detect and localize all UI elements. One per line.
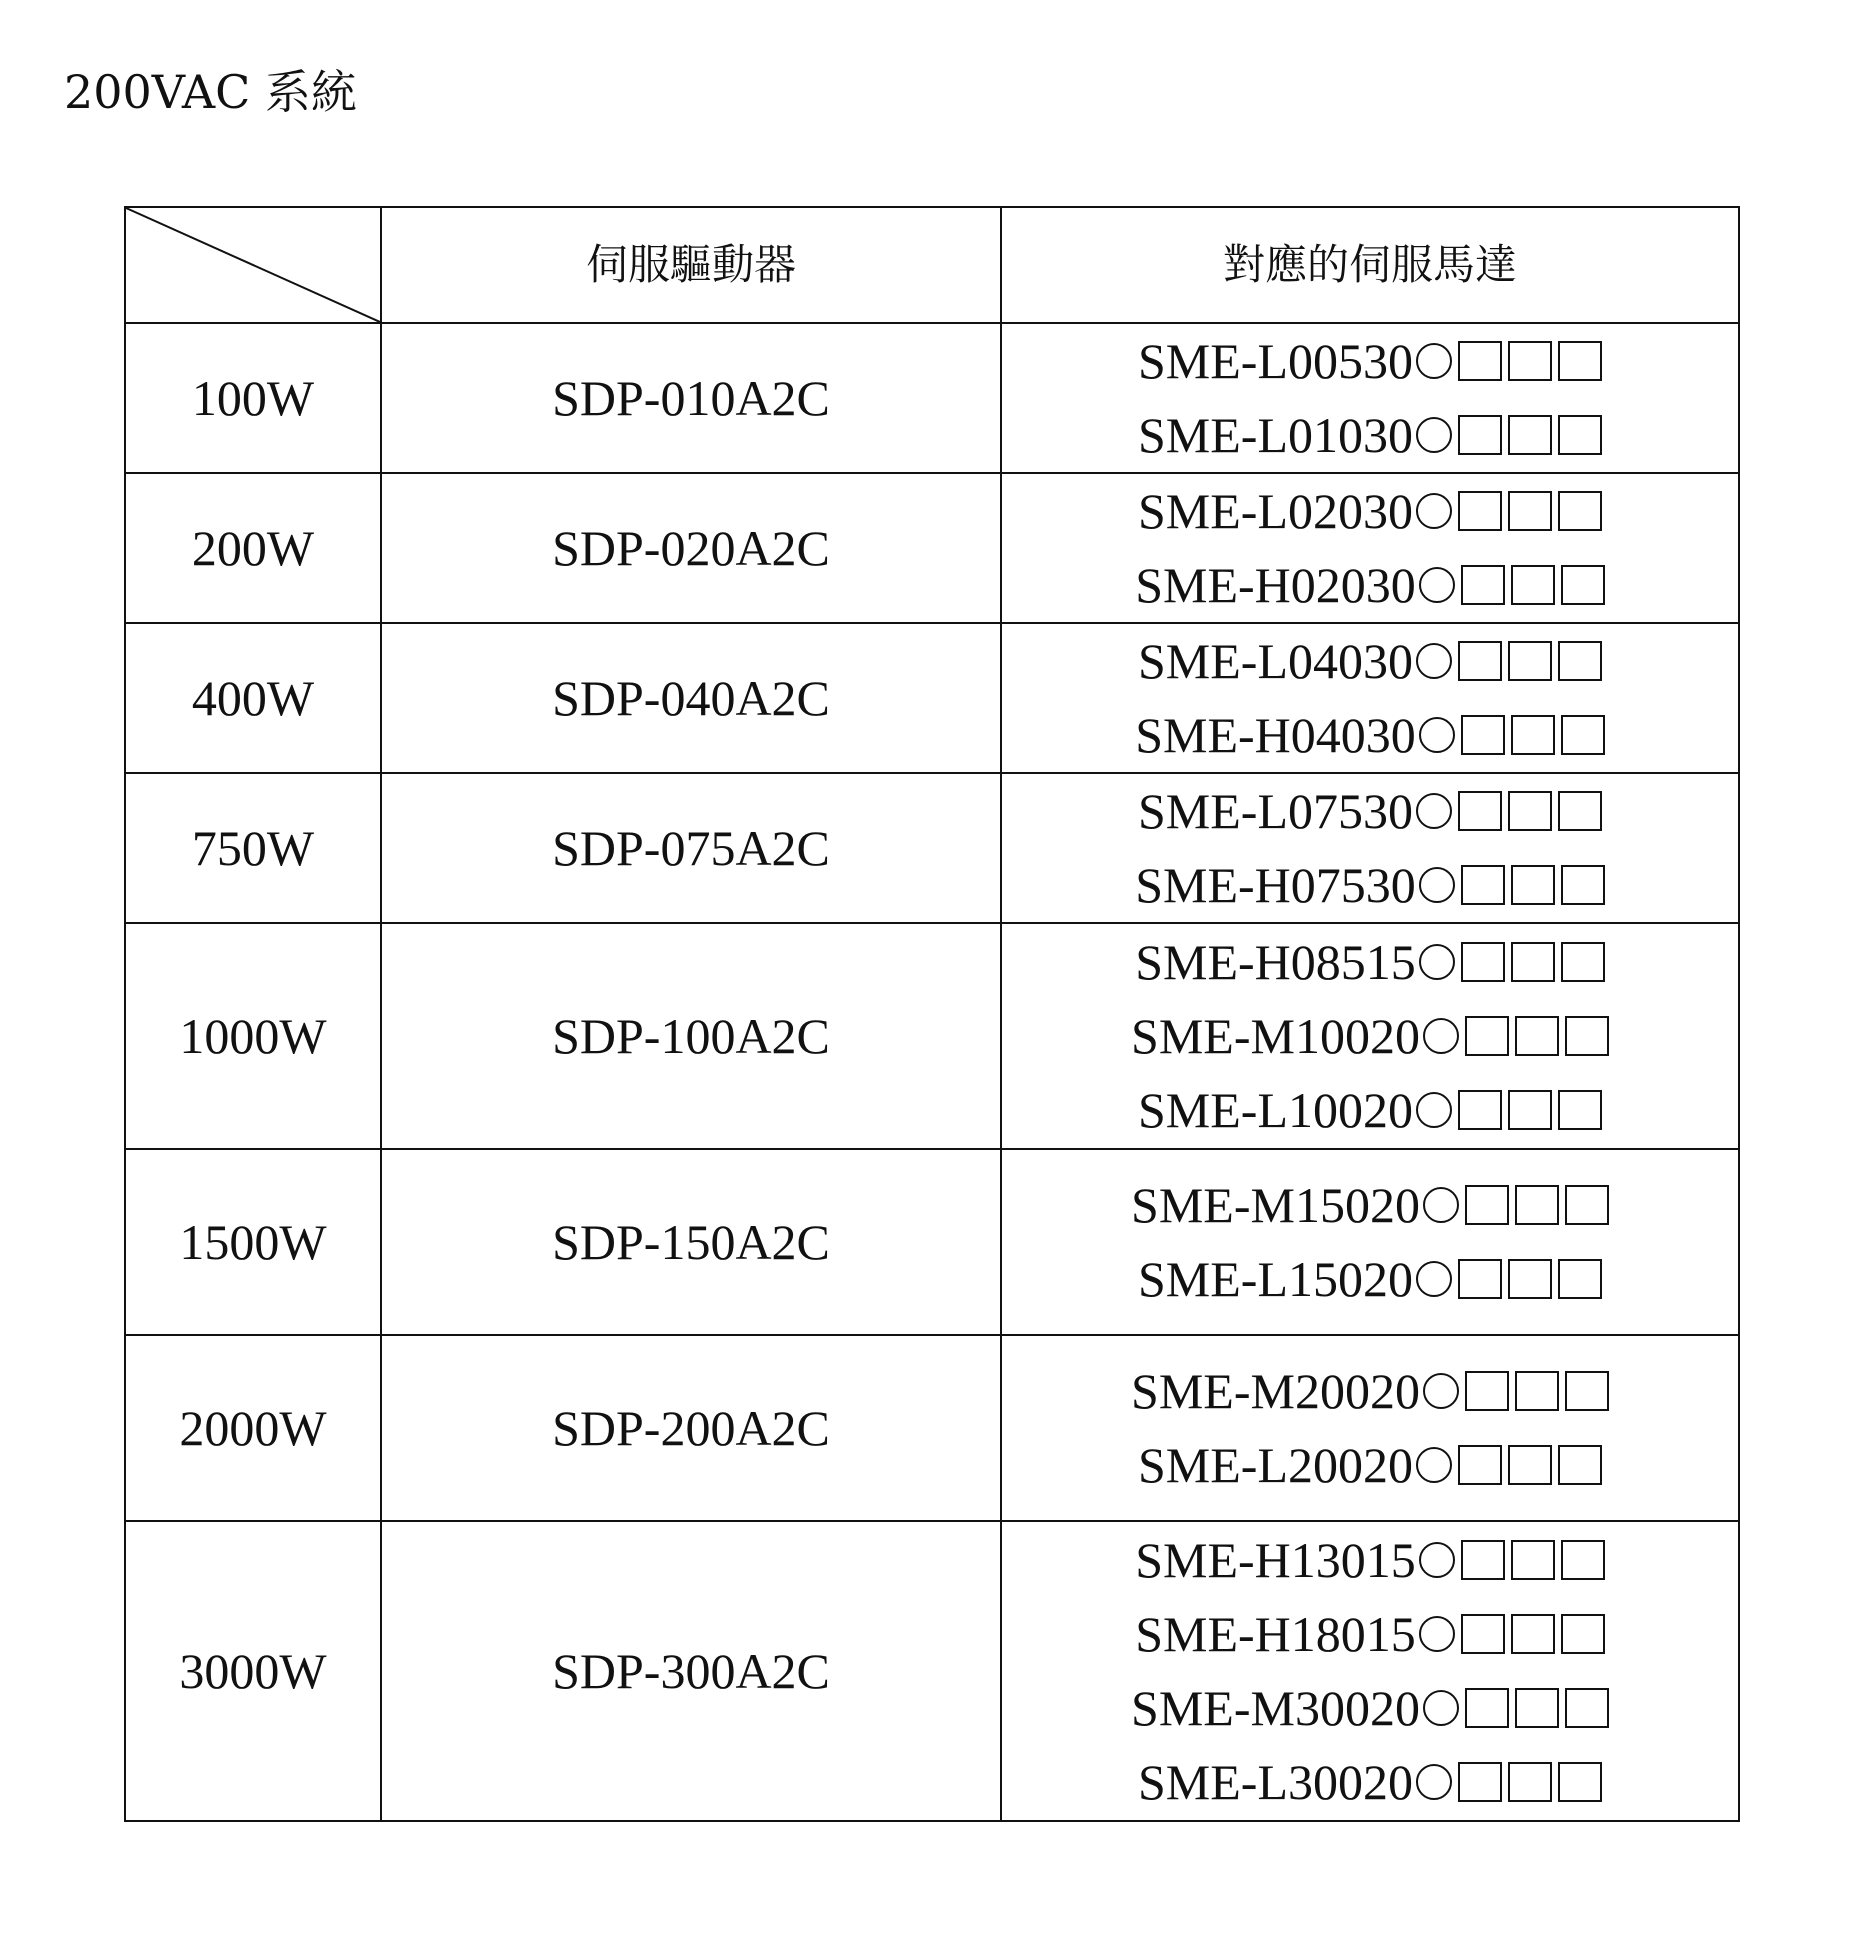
box-placeholder-icon [1558, 415, 1602, 455]
motor-cell [1001, 473, 1739, 623]
circle-placeholder-icon [1416, 793, 1452, 829]
motor-model: SME-L04030 [1138, 633, 1413, 689]
circle-placeholder-icon [1423, 1187, 1459, 1223]
table-row [125, 1335, 1739, 1521]
motor-list [1002, 624, 1738, 772]
box-placeholder-icon [1558, 641, 1602, 681]
motor-model: SME-L00530 [1138, 333, 1413, 389]
motor-item [1135, 925, 1605, 999]
motor-model: SME-L10020 [1138, 1082, 1413, 1138]
box-placeholder-icon [1458, 1090, 1502, 1130]
box-placeholder-icon [1515, 1185, 1559, 1225]
box-placeholder-icon [1458, 1445, 1502, 1485]
motor-item [1131, 999, 1609, 1073]
power-label: 2000W [179, 1400, 327, 1456]
header-driver-label: 伺服驅動器 [585, 240, 796, 289]
motor-cell [1001, 773, 1739, 923]
motor-list [1002, 324, 1738, 472]
motor-item [1131, 1168, 1609, 1242]
box-placeholder-icon [1515, 1688, 1559, 1728]
motor-item [1138, 398, 1602, 472]
box-placeholder-icon [1565, 1371, 1609, 1411]
driver-cell [381, 923, 1001, 1149]
power-cell [125, 923, 381, 1149]
driver-cell [381, 623, 1001, 773]
box-placeholder-icon [1508, 641, 1552, 681]
circle-placeholder-icon [1419, 1542, 1455, 1578]
box-placeholder-icon [1561, 565, 1605, 605]
power-cell [125, 773, 381, 923]
motor-model: SME-L07530 [1138, 783, 1413, 839]
box-placeholder-icon [1458, 341, 1502, 381]
motor-model: SME-H18015 [1135, 1606, 1416, 1662]
page-title: 200VAC 系統 [64, 65, 357, 119]
table-row [125, 1521, 1739, 1821]
driver-cell [381, 323, 1001, 473]
box-placeholder-icon [1465, 1016, 1509, 1056]
box-placeholder-icon [1508, 1259, 1552, 1299]
box-placeholder-icon [1511, 715, 1555, 755]
box-placeholder-icon [1458, 415, 1502, 455]
box-placeholder-icon [1565, 1016, 1609, 1056]
circle-placeholder-icon [1419, 717, 1455, 753]
box-placeholder-icon [1558, 491, 1602, 531]
motor-model: SME-H02030 [1135, 557, 1416, 613]
box-placeholder-icon [1511, 1614, 1555, 1654]
table-row [125, 473, 1739, 623]
box-placeholder-icon [1561, 942, 1605, 982]
motor-item [1138, 1745, 1602, 1819]
motor-item [1131, 1354, 1609, 1428]
motor-item [1131, 1671, 1609, 1745]
motor-model: SME-H08515 [1135, 934, 1416, 990]
header-driver [381, 207, 1001, 323]
box-placeholder-icon [1561, 715, 1605, 755]
power-label: 400W [191, 670, 315, 726]
box-placeholder-icon [1508, 415, 1552, 455]
motor-list [1002, 774, 1738, 922]
circle-placeholder-icon [1416, 493, 1452, 529]
motor-item [1138, 774, 1602, 848]
power-label: 1500W [179, 1214, 327, 1270]
circle-placeholder-icon [1419, 1616, 1455, 1652]
box-placeholder-icon [1461, 1540, 1505, 1580]
circle-placeholder-icon [1423, 1373, 1459, 1409]
box-placeholder-icon [1508, 491, 1552, 531]
box-placeholder-icon [1558, 341, 1602, 381]
servo-spec-table [124, 206, 1740, 1822]
motor-model: SME-H04030 [1135, 707, 1416, 763]
driver-cell [381, 473, 1001, 623]
box-placeholder-icon [1511, 942, 1555, 982]
box-placeholder-icon [1458, 1762, 1502, 1802]
motor-model: SME-L02030 [1138, 483, 1413, 539]
motor-cell [1001, 623, 1739, 773]
circle-placeholder-icon [1416, 643, 1452, 679]
motor-list [1002, 474, 1738, 622]
box-placeholder-icon [1508, 341, 1552, 381]
box-placeholder-icon [1461, 865, 1505, 905]
box-placeholder-icon [1558, 1259, 1602, 1299]
box-placeholder-icon [1558, 1445, 1602, 1485]
driver-cell [381, 773, 1001, 923]
motor-model: SME-L01030 [1138, 407, 1413, 463]
table-row [125, 1149, 1739, 1335]
corner-diagonal-cell [125, 207, 381, 323]
table-header-row [125, 207, 1739, 323]
power-cell [125, 1335, 381, 1521]
motor-model: SME-L30020 [1138, 1754, 1413, 1810]
box-placeholder-icon [1461, 942, 1505, 982]
motor-item [1138, 474, 1602, 548]
motor-model: SME-L15020 [1138, 1251, 1413, 1307]
motor-item [1135, 548, 1605, 622]
power-cell [125, 1521, 381, 1821]
box-placeholder-icon [1508, 1762, 1552, 1802]
motor-cell [1001, 323, 1739, 473]
driver-model: SDP-010A2C [552, 370, 830, 426]
motor-model: SME-H07530 [1135, 857, 1416, 913]
driver-model: SDP-100A2C [552, 1008, 830, 1064]
box-placeholder-icon [1515, 1371, 1559, 1411]
box-placeholder-icon [1561, 865, 1605, 905]
table-row [125, 623, 1739, 773]
motor-model: SME-M30020 [1131, 1680, 1420, 1736]
motor-model: SME-M20020 [1131, 1363, 1420, 1419]
box-placeholder-icon [1515, 1016, 1559, 1056]
box-placeholder-icon [1561, 1614, 1605, 1654]
motor-item [1135, 1523, 1605, 1597]
circle-placeholder-icon [1416, 343, 1452, 379]
box-placeholder-icon [1465, 1185, 1509, 1225]
box-placeholder-icon [1565, 1688, 1609, 1728]
power-cell [125, 1149, 381, 1335]
box-placeholder-icon [1511, 565, 1555, 605]
circle-placeholder-icon [1416, 1447, 1452, 1483]
driver-model: SDP-020A2C [552, 520, 830, 576]
power-label: 3000W [179, 1643, 327, 1699]
motor-list [1002, 1168, 1738, 1316]
box-placeholder-icon [1558, 791, 1602, 831]
motor-model: SME-H13015 [1135, 1532, 1416, 1588]
power-cell [125, 623, 381, 773]
circle-placeholder-icon [1416, 1261, 1452, 1297]
circle-placeholder-icon [1419, 944, 1455, 980]
diagonal-line-icon [126, 208, 380, 322]
motor-cell [1001, 1521, 1739, 1821]
circle-placeholder-icon [1423, 1018, 1459, 1054]
driver-model: SDP-150A2C [552, 1214, 830, 1270]
circle-placeholder-icon [1416, 1092, 1452, 1128]
power-cell [125, 473, 381, 623]
motor-item [1138, 1073, 1602, 1147]
power-label: 200W [191, 520, 315, 576]
table-row [125, 323, 1739, 473]
power-cell [125, 323, 381, 473]
circle-placeholder-icon [1419, 567, 1455, 603]
box-placeholder-icon [1458, 641, 1502, 681]
box-placeholder-icon [1458, 1259, 1502, 1299]
motor-list [1002, 1523, 1738, 1819]
box-placeholder-icon [1465, 1688, 1509, 1728]
power-label: 750W [191, 820, 315, 876]
box-placeholder-icon [1461, 715, 1505, 755]
motor-cell [1001, 1335, 1739, 1521]
box-placeholder-icon [1558, 1762, 1602, 1802]
motor-model: SME-M15020 [1131, 1177, 1420, 1233]
motor-list [1002, 925, 1738, 1147]
motor-item [1138, 1428, 1602, 1502]
box-placeholder-icon [1508, 1445, 1552, 1485]
header-motor [1001, 207, 1739, 323]
box-placeholder-icon [1458, 791, 1502, 831]
motor-item [1138, 624, 1602, 698]
box-placeholder-icon [1565, 1185, 1609, 1225]
driver-cell [381, 1149, 1001, 1335]
driver-cell [381, 1335, 1001, 1521]
power-label: 100W [191, 370, 315, 426]
driver-cell [381, 1521, 1001, 1821]
box-placeholder-icon [1558, 1090, 1602, 1130]
motor-cell [1001, 1149, 1739, 1335]
driver-model: SDP-300A2C [552, 1643, 830, 1699]
circle-placeholder-icon [1416, 417, 1452, 453]
table-row [125, 923, 1739, 1149]
motor-model: SME-M10020 [1131, 1008, 1420, 1064]
motor-item [1135, 698, 1605, 772]
box-placeholder-icon [1511, 1540, 1555, 1580]
box-placeholder-icon [1511, 865, 1555, 905]
motor-item [1138, 324, 1602, 398]
box-placeholder-icon [1465, 1371, 1509, 1411]
box-placeholder-icon [1508, 1090, 1552, 1130]
circle-placeholder-icon [1416, 1764, 1452, 1800]
driver-model: SDP-075A2C [552, 820, 830, 876]
motor-list [1002, 1354, 1738, 1502]
circle-placeholder-icon [1423, 1690, 1459, 1726]
box-placeholder-icon [1508, 791, 1552, 831]
box-placeholder-icon [1461, 1614, 1505, 1654]
driver-model: SDP-040A2C [552, 670, 830, 726]
motor-item [1135, 848, 1605, 922]
table-row [125, 773, 1739, 923]
motor-item [1138, 1242, 1602, 1316]
motor-cell [1001, 923, 1739, 1149]
motor-model: SME-L20020 [1138, 1437, 1413, 1493]
power-label: 1000W [179, 1008, 327, 1064]
box-placeholder-icon [1561, 1540, 1605, 1580]
circle-placeholder-icon [1419, 867, 1455, 903]
motor-item [1135, 1597, 1605, 1671]
box-placeholder-icon [1458, 491, 1502, 531]
driver-model: SDP-200A2C [552, 1400, 830, 1456]
header-motor-label: 對應的伺服馬達 [1222, 240, 1517, 289]
table-body [125, 323, 1739, 1821]
box-placeholder-icon [1461, 565, 1505, 605]
